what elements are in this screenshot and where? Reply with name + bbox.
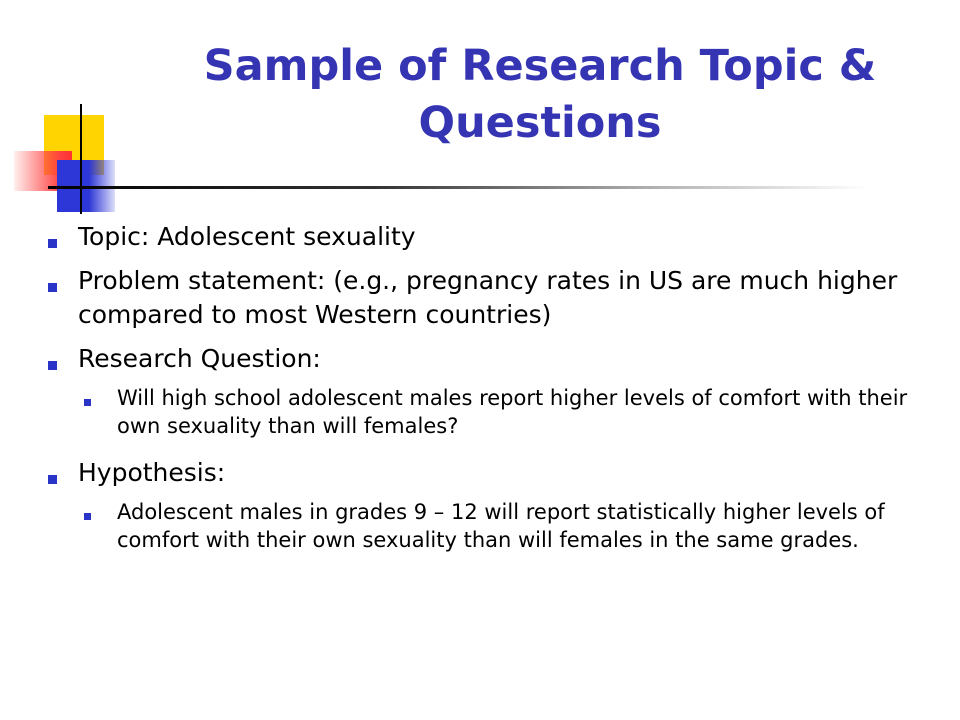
bullet-text: Will high school adolescent males report higher levels of comfort with their own sexuality than will females? (117, 386, 908, 438)
title-underline (48, 186, 868, 189)
square-bullet-icon (84, 513, 91, 520)
bullet-hypothesis (48, 456, 948, 490)
bullet-text: Research Question: (78, 344, 321, 373)
vertical-rule (80, 104, 82, 214)
bullet-topic (48, 220, 948, 254)
slide-title: Sample of Research Topic & Questions (203, 41, 877, 148)
square-bullet-icon (48, 283, 57, 292)
bullet-text: Adolescent males in grades 9 – 12 will report statistically higher levels of comfort with their own sexuality than will females in the same grades. (117, 500, 885, 552)
sub-bullet-hypothesis (84, 498, 948, 554)
decorative-squares (0, 0, 150, 230)
bullet-text: Hypothesis: (78, 458, 226, 487)
square-bullet-icon (48, 239, 57, 248)
bullet-list (48, 220, 948, 554)
sub-bullet-question (84, 384, 948, 440)
square-bullet-icon (84, 399, 91, 406)
square-bullet-icon (48, 361, 57, 370)
bullet-research-question (48, 342, 948, 376)
bullet-text: Topic: Adolescent sexuality (78, 222, 416, 251)
square-bullet-icon (48, 475, 57, 484)
bullet-problem-statement (48, 264, 948, 332)
bullet-text: Problem statement: (e.g., pregnancy rates in US are much higher compared to most Western countries) (78, 266, 898, 329)
